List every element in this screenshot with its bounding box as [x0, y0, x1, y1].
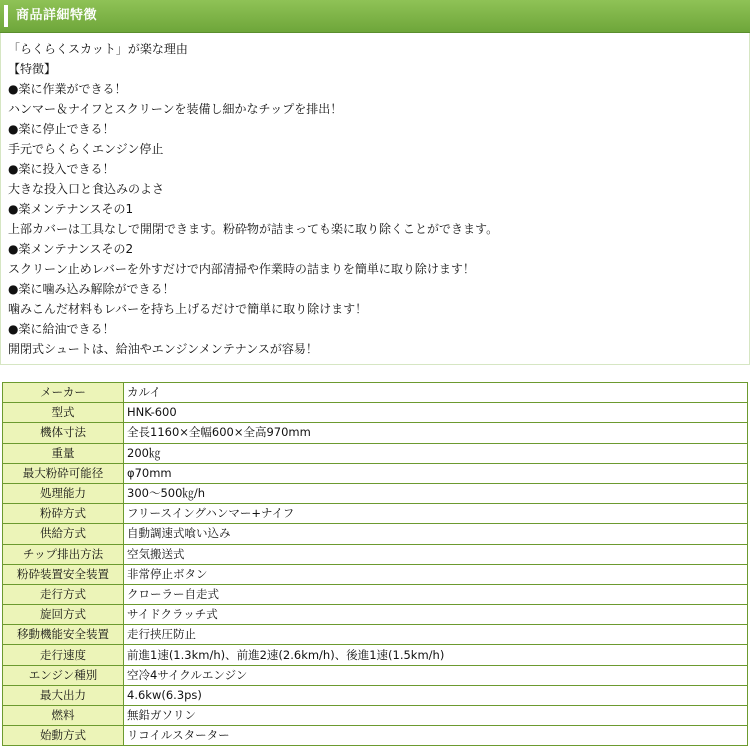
spec-table [2, 382, 748, 746]
spec-label: エンジン種別 [3, 665, 124, 685]
table-row [3, 665, 748, 685]
description-line: ●楽に噛み込み解除ができる！ [8, 282, 175, 296]
table-row [3, 645, 748, 665]
spec-value: 空気搬送式 [124, 544, 748, 564]
header-accent-bar [4, 5, 8, 27]
spec-label: 始動方式 [3, 726, 124, 746]
description-line: ●楽に給油できる！ [8, 322, 115, 336]
table-row [3, 706, 748, 726]
table-row [3, 544, 748, 564]
spec-value: 無鉛ガソリン [124, 706, 748, 726]
spec-value: 4.6kw(6.3ps) [124, 685, 748, 705]
description-line: 上部カバーは工具なしで開閉できます。粉砕物が詰まっても楽に取り除くことができます。 [8, 222, 499, 236]
table-row [3, 685, 748, 705]
spec-label: 燃料 [3, 706, 124, 726]
description-line: 大きな投入口と食込みのよさ [8, 182, 165, 196]
spec-value: HNK-600 [124, 403, 748, 423]
spec-label: 最大粉砕可能径 [3, 463, 124, 483]
description-lines [8, 39, 498, 359]
table-row [3, 504, 748, 524]
spec-value: 全長1160×全幅600×全高970mm [124, 423, 748, 443]
table-row [3, 443, 748, 463]
spec-label: 機体寸法 [3, 423, 124, 443]
table-row [3, 383, 748, 403]
description-line: ●楽メンテナンスその1 [8, 202, 134, 216]
description-line: ●楽に停止できる！ [8, 122, 115, 136]
spec-label: 粉砕装置安全装置 [3, 564, 124, 584]
description-line: 【特徴】 [8, 62, 57, 76]
spec-label: 粉砕方式 [3, 504, 124, 524]
description-line: 手元でらくらくエンジン停止 [8, 142, 164, 156]
spec-value: サイドクラッチ式 [124, 605, 748, 625]
spec-value: リコイルスターター [124, 726, 748, 746]
table-row [3, 564, 748, 584]
spec-label: 旋回方式 [3, 605, 124, 625]
description-line: ●楽メンテナンスその2 [8, 242, 134, 256]
description-line: スクリーン止めレバーを外すだけで内部清掃や作業時の詰まりを簡単に取り除けます！ [8, 262, 475, 276]
spec-label: 走行方式 [3, 584, 124, 604]
spec-value: 空冷4サイクルエンジン [124, 665, 748, 685]
section-header [0, 0, 750, 33]
spec-value: 前進1速(1.3km/h)、前進2速(2.6km/h)、後進1速(1.5km/h) [124, 645, 748, 665]
table-row [3, 483, 748, 503]
table-row [3, 584, 748, 604]
spec-label: 走行速度 [3, 645, 124, 665]
table-row [3, 625, 748, 645]
spec-label: 移動機能安全装置 [3, 625, 124, 645]
table-row [3, 463, 748, 483]
table-row [3, 423, 748, 443]
spec-label: 供給方式 [3, 524, 124, 544]
spec-value: 非常停止ボタン [124, 564, 748, 584]
table-row [3, 403, 748, 423]
spec-label: 最大出力 [3, 685, 124, 705]
spec-value: クローラー自走式 [124, 584, 748, 604]
spec-value: 300〜500㎏/h [124, 483, 748, 503]
section-title: 商品詳細特徴 [16, 8, 98, 23]
table-row [3, 726, 748, 746]
spec-label: 重量 [3, 443, 124, 463]
spec-label: メーカー [3, 383, 124, 403]
table-row [3, 524, 748, 544]
spec-value: 自動調速式喰い込み [124, 524, 748, 544]
table-row [3, 605, 748, 625]
spec-value: 走行挟圧防止 [124, 625, 748, 645]
spec-value: フリースイングハンマー+ナイフ [124, 504, 748, 524]
description-line: ハンマー＆ナイフとスクリーンを装備し細かなチップを排出！ [8, 102, 343, 116]
spec-value: 200㎏ [124, 443, 748, 463]
feature-description [0, 33, 750, 365]
description-line: ●楽に作業ができる！ [8, 82, 127, 96]
description-line: 開閉式シュートは、給油やエンジンメンテナンスが容易！ [8, 342, 318, 356]
spec-label: チップ排出方法 [3, 544, 124, 564]
spec-label: 型式 [3, 403, 124, 423]
spec-value: φ70mm [124, 463, 748, 483]
spec-value: カルイ [124, 383, 748, 403]
spec-label: 処理能力 [3, 483, 124, 503]
description-line: 「らくらくスカット」が楽な理由 [8, 42, 188, 56]
description-line: 噛みこんだ材料もレバーを持ち上げるだけで簡単に取り除けます！ [8, 302, 368, 316]
description-line: ●楽に投入できる！ [8, 162, 115, 176]
